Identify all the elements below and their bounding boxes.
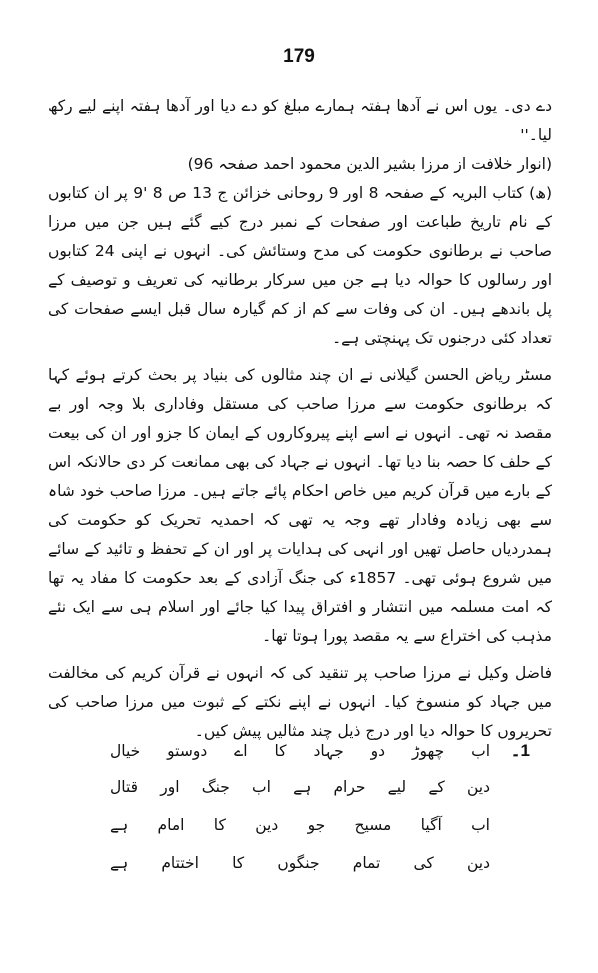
poem-line-2-row: [110, 778, 530, 816]
poem-line: اب آگیا مسیح جو دین کا امام ہے: [110, 816, 490, 834]
paragraph-wakeel: فاضل وکیل نے مرزا صاحب پر تنقید کی کہ انہوں نے قرآن کریم کی مخالفت میں جہاد کو منسوخ کیا۔ انہوں نے اپنے نکتے کے ثبوت میں مرزا صاحب کی تحریروں کا حوالہ دیا اور درج ذیل چند مثالیں پیش کیں۔: [48, 664, 552, 740]
poem-line-1-row: [110, 740, 530, 778]
page-number: 179: [283, 46, 315, 67]
poem-line: دین کے لیے حرام ہے اب جنگ اور قتال: [110, 778, 490, 796]
page-body: [48, 92, 552, 746]
poem-line: دین کی تمام جنگوں کا اختتام ہے: [110, 854, 490, 872]
paragraph-h: (ھ) کتاب البریہ کے صفحہ 8 اور 9 روحانی خزائن ج 13 ص 8 '9 پر ان کتابوں کے نام تاریخ طباعت اور صفحات کے نمبر درج کیے گئے ہیں جن میں مرزا صاحب نے برطانوی حکومت کی مدح وستائش کی۔ انہوں نے اپنی 24 کتابوں اور رسالوں کا حوالہ دیا ہے جن میں سرکار برطانیہ کی تعریف و توصیف کے پل باندھے ہیں۔ ان کی وفات سے کم از کم گیارہ سال قبل ایسے صفحات کی تعداد کئی درجنوں تک پہنچتی ہے۔: [48, 184, 552, 347]
poem-number: 1۔: [510, 741, 530, 760]
poem-line-3-row: [110, 816, 530, 854]
citation: (انوار خلافت از مرزا بشیر الدین محمود احمد صفحہ 96): [187, 155, 552, 173]
paragraph-gilani: مسٹر ریاض الحسن گیلانی نے ان چند مثالوں کی بنیاد پر بحث کرتے ہوئے کہا کہ برطانوی حکومت سے مرزا صاحب کی مستقل وفاداری بلا وجہ اور بے مقصد نہ تھی۔ انہوں نے اسے اپنے پیروکاروں کے ایمان کا جزو اور ان کی بیعت کے حلف کا حصہ بنا دیا تھا۔ انہوں نے جہاد کی بھی ممانعت کر دی حالانکہ اس کے بارے میں قرآن کریم میں خاص احکام پائے جاتے ہیں۔ مرزا صاحب خود شاہ سے بھی زیادہ وفادار تھے وجہ یہ تھی کہ احمدیہ تحریک کو حکومت کی ہمدردیاں حاصل تھیں اور انہی کی ہدایات پر اور ان کے تحفظ و تائید کے سائے میں شروع ہوئی تھی۔ 1857ء کی جنگ آزادی کے بعد حکومت کا مفاد یہ تھا کہ امت مسلمہ میں انتشار و افتراق پیدا کیا جائے اور اسلام ہی سے ایک نئے مذہب کی اختراع سے یہ مقصد پورا ہوتا تھا۔: [48, 366, 552, 645]
poem-block: [110, 740, 530, 892]
quote-ending: دے دی۔ یوں اس نے آدھا ہفتہ ہمارے مبلغ کو دے دیا اور آدھا ہفتہ اپنے لیے رکھ لیا۔'': [48, 97, 552, 144]
poem-line: اب چھوڑ دو جہاد کا اے دوستو خیال: [110, 742, 490, 760]
poem-line-4-row: [110, 854, 530, 892]
